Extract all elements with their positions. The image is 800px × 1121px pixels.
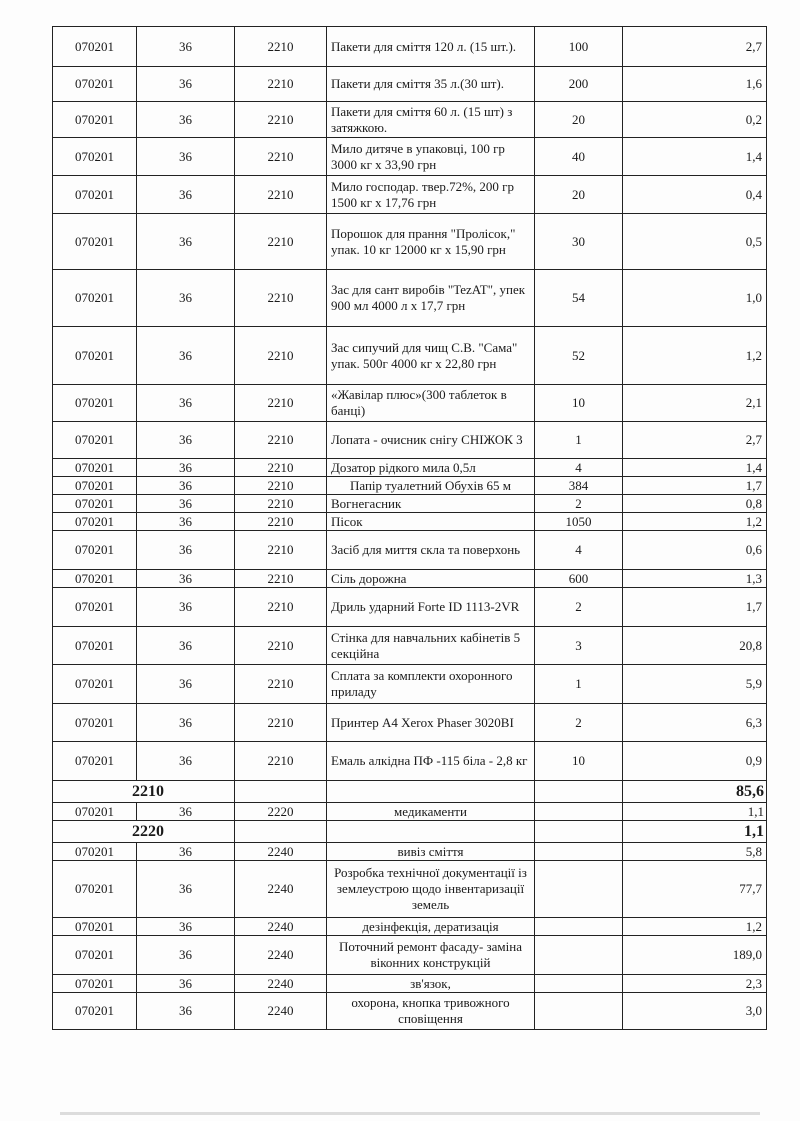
expense-code-cell: 2210 <box>235 327 327 385</box>
quantity-cell: 20 <box>535 102 623 138</box>
subtotal-amount: 1,1 <box>623 821 767 843</box>
department-code-cell: 36 <box>137 918 235 936</box>
amount-cell: 20,8 <box>623 627 767 665</box>
department-code-cell: 36 <box>137 477 235 495</box>
quantity-cell: 2 <box>535 588 623 627</box>
subtotal-label: 2210 <box>53 781 235 803</box>
table-row <box>53 270 767 327</box>
program-code-cell: 070201 <box>53 570 137 588</box>
department-code-cell: 36 <box>137 422 235 459</box>
table-row <box>53 975 767 993</box>
department-code-cell: 36 <box>137 843 235 861</box>
expense-code-cell: 2240 <box>235 843 327 861</box>
quantity-cell: 4 <box>535 459 623 477</box>
amount-cell: 0,4 <box>623 176 767 214</box>
department-code-cell: 36 <box>137 627 235 665</box>
amount-cell: 0,9 <box>623 742 767 781</box>
expense-code-cell: 2210 <box>235 214 327 270</box>
program-code-cell: 070201 <box>53 495 137 513</box>
expense-code-cell: 2210 <box>235 27 327 67</box>
amount-cell: 2,7 <box>623 27 767 67</box>
amount-cell: 1,2 <box>623 327 767 385</box>
program-code-cell: 070201 <box>53 843 137 861</box>
expense-code-cell: 2210 <box>235 176 327 214</box>
table-row <box>53 67 767 102</box>
table-row <box>53 704 767 742</box>
table-row <box>53 588 767 627</box>
program-code-cell: 070201 <box>53 270 137 327</box>
table-row <box>53 531 767 570</box>
amount-cell: 1,4 <box>623 459 767 477</box>
item-name-cell: Принтер А4 Xerox Phaser 3020BI <box>327 704 535 742</box>
quantity-cell <box>535 918 623 936</box>
table-row <box>53 570 767 588</box>
department-code-cell: 36 <box>137 138 235 176</box>
department-code-cell: 36 <box>137 704 235 742</box>
amount-cell: 1,2 <box>623 513 767 531</box>
department-code-cell: 36 <box>137 385 235 422</box>
quantity-cell <box>535 993 623 1030</box>
quantity-cell <box>535 861 623 918</box>
table-row <box>53 495 767 513</box>
department-code-cell: 36 <box>137 975 235 993</box>
quantity-cell: 2 <box>535 495 623 513</box>
table-row <box>53 385 767 422</box>
quantity-cell: 200 <box>535 67 623 102</box>
quantity-cell <box>535 843 623 861</box>
amount-cell: 2,7 <box>623 422 767 459</box>
empty-cell <box>535 821 623 843</box>
item-name-cell: Сплата за комплекти охоронного приладу <box>327 665 535 704</box>
program-code-cell: 070201 <box>53 975 137 993</box>
program-code-cell: 070201 <box>53 459 137 477</box>
department-code-cell: 36 <box>137 570 235 588</box>
expense-code-cell: 2210 <box>235 477 327 495</box>
expense-code-cell: 2240 <box>235 936 327 975</box>
expense-code-cell: 2240 <box>235 993 327 1030</box>
quantity-cell: 10 <box>535 742 623 781</box>
item-name-cell: Зас сипучий для чищ С.В. "Сама" упак. 500г 4000 кг х 22,80 грн <box>327 327 535 385</box>
item-name-cell: охорона, кнопка тривожного сповіщення <box>327 993 535 1030</box>
program-code-cell: 070201 <box>53 936 137 975</box>
expense-code-cell: 2210 <box>235 459 327 477</box>
program-code-cell: 070201 <box>53 513 137 531</box>
table-row <box>53 176 767 214</box>
table-row <box>53 843 767 861</box>
quantity-cell: 1 <box>535 665 623 704</box>
program-code-cell: 070201 <box>53 477 137 495</box>
department-code-cell: 36 <box>137 936 235 975</box>
expense-code-cell: 2210 <box>235 665 327 704</box>
amount-cell: 5,8 <box>623 843 767 861</box>
department-code-cell: 36 <box>137 803 235 821</box>
item-name-cell: Дриль ударний Forte ID 1113-2VR <box>327 588 535 627</box>
amount-cell: 5,9 <box>623 665 767 704</box>
item-name-cell: Розробка технічної документації із землеустрою щодо інвентаризації земель <box>327 861 535 918</box>
table-row <box>53 138 767 176</box>
program-code-cell: 070201 <box>53 67 137 102</box>
department-code-cell: 36 <box>137 102 235 138</box>
expense-table-body <box>53 27 767 1030</box>
table-row <box>53 803 767 821</box>
expense-code-cell: 2210 <box>235 513 327 531</box>
item-name-cell: Стінка для навчальних кабінетів 5 секційна <box>327 627 535 665</box>
expense-code-cell: 2210 <box>235 422 327 459</box>
quantity-cell: 4 <box>535 531 623 570</box>
item-name-cell: вивіз сміття <box>327 843 535 861</box>
item-name-cell: Поточний ремонт фасаду- заміна віконних конструкцій <box>327 936 535 975</box>
expense-code-cell: 2240 <box>235 861 327 918</box>
item-name-cell: Мило господар. твер.72%, 200 гр 1500 кг х 17,76 грн <box>327 176 535 214</box>
amount-cell: 0,5 <box>623 214 767 270</box>
amount-cell: 1,6 <box>623 67 767 102</box>
table-row <box>53 102 767 138</box>
quantity-cell: 384 <box>535 477 623 495</box>
empty-cell <box>235 821 327 843</box>
amount-cell: 0,2 <box>623 102 767 138</box>
program-code-cell: 070201 <box>53 385 137 422</box>
quantity-cell: 20 <box>535 176 623 214</box>
quantity-cell: 600 <box>535 570 623 588</box>
item-name-cell: Мило дитяче в упаковці, 100 гр 3000 кг х 33,90 грн <box>327 138 535 176</box>
table-row <box>53 477 767 495</box>
quantity-cell: 3 <box>535 627 623 665</box>
amount-cell: 0,8 <box>623 495 767 513</box>
quantity-cell: 1 <box>535 422 623 459</box>
subtotal-row <box>53 781 767 803</box>
program-code-cell: 070201 <box>53 627 137 665</box>
quantity-cell <box>535 975 623 993</box>
item-name-cell: «Жавілар плюс»(300 таблеток в банці) <box>327 385 535 422</box>
department-code-cell: 36 <box>137 214 235 270</box>
item-name-cell: зв'язок, <box>327 975 535 993</box>
item-name-cell: Дозатор рідкого мила 0,5л <box>327 459 535 477</box>
expense-code-cell: 2240 <box>235 918 327 936</box>
table-row <box>53 27 767 67</box>
quantity-cell: 100 <box>535 27 623 67</box>
expense-code-cell: 2210 <box>235 704 327 742</box>
expense-code-cell: 2210 <box>235 570 327 588</box>
expense-code-cell: 2220 <box>235 803 327 821</box>
item-name-cell: Пакети для сміття 35 л.(30 шт). <box>327 67 535 102</box>
program-code-cell: 070201 <box>53 422 137 459</box>
program-code-cell: 070201 <box>53 138 137 176</box>
table-row <box>53 742 767 781</box>
subtotal-amount: 85,6 <box>623 781 767 803</box>
quantity-cell: 10 <box>535 385 623 422</box>
amount-cell: 3,0 <box>623 993 767 1030</box>
department-code-cell: 36 <box>137 993 235 1030</box>
quantity-cell: 2 <box>535 704 623 742</box>
table-row <box>53 327 767 385</box>
quantity-cell <box>535 803 623 821</box>
amount-cell: 77,7 <box>623 861 767 918</box>
amount-cell: 2,1 <box>623 385 767 422</box>
expense-code-cell: 2210 <box>235 102 327 138</box>
expense-code-cell: 2210 <box>235 138 327 176</box>
amount-cell: 0,6 <box>623 531 767 570</box>
item-name-cell: Пакети для сміття 120 л. (15 шт.). <box>327 27 535 67</box>
item-name-cell: Сіль дорожна <box>327 570 535 588</box>
department-code-cell: 36 <box>137 495 235 513</box>
table-row <box>53 214 767 270</box>
department-code-cell: 36 <box>137 327 235 385</box>
table-row <box>53 918 767 936</box>
subtotal-row <box>53 821 767 843</box>
item-name-cell: Пакети для сміття 60 л. (15 шт) з затяжкою. <box>327 102 535 138</box>
program-code-cell: 070201 <box>53 27 137 67</box>
item-name-cell: дезінфекція, дератизація <box>327 918 535 936</box>
program-code-cell: 070201 <box>53 176 137 214</box>
quantity-cell: 30 <box>535 214 623 270</box>
department-code-cell: 36 <box>137 176 235 214</box>
quantity-cell <box>535 936 623 975</box>
table-row <box>53 861 767 918</box>
empty-cell <box>327 781 535 803</box>
amount-cell: 189,0 <box>623 936 767 975</box>
department-code-cell: 36 <box>137 742 235 781</box>
program-code-cell: 070201 <box>53 327 137 385</box>
department-code-cell: 36 <box>137 588 235 627</box>
program-code-cell: 070201 <box>53 531 137 570</box>
program-code-cell: 070201 <box>53 214 137 270</box>
item-name-cell: Порошок для прання "Пролісок," упак. 10 кг 12000 кг х 15,90 грн <box>327 214 535 270</box>
table-row <box>53 513 767 531</box>
program-code-cell: 070201 <box>53 861 137 918</box>
department-code-cell: 36 <box>137 513 235 531</box>
amount-cell: 6,3 <box>623 704 767 742</box>
table-row <box>53 627 767 665</box>
item-name-cell: Пісок <box>327 513 535 531</box>
quantity-cell: 1050 <box>535 513 623 531</box>
item-name-cell: Зас для сант виробів "TezAT", упек 900 мл 4000 л х 17,7 грн <box>327 270 535 327</box>
expense-code-cell: 2210 <box>235 67 327 102</box>
department-code-cell: 36 <box>137 67 235 102</box>
table-row <box>53 993 767 1030</box>
table-row <box>53 665 767 704</box>
expense-table <box>52 26 767 1030</box>
empty-cell <box>535 781 623 803</box>
program-code-cell: 070201 <box>53 742 137 781</box>
table-row <box>53 459 767 477</box>
program-code-cell: 070201 <box>53 993 137 1030</box>
quantity-cell: 52 <box>535 327 623 385</box>
department-code-cell: 36 <box>137 27 235 67</box>
item-name-cell: медикаменти <box>327 803 535 821</box>
empty-cell <box>327 821 535 843</box>
program-code-cell: 070201 <box>53 588 137 627</box>
expense-code-cell: 2210 <box>235 495 327 513</box>
department-code-cell: 36 <box>137 861 235 918</box>
department-code-cell: 36 <box>137 270 235 327</box>
expense-code-cell: 2210 <box>235 531 327 570</box>
amount-cell: 1,7 <box>623 477 767 495</box>
amount-cell: 1,3 <box>623 570 767 588</box>
item-name-cell: Лопата - очисник снігу СНІЖОК 3 <box>327 422 535 459</box>
expense-code-cell: 2210 <box>235 588 327 627</box>
expense-code-cell: 2210 <box>235 742 327 781</box>
quantity-cell: 40 <box>535 138 623 176</box>
amount-cell: 1,7 <box>623 588 767 627</box>
quantity-cell: 54 <box>535 270 623 327</box>
item-name-cell: Папір туалетний Обухів 65 м <box>327 477 535 495</box>
table-row <box>53 422 767 459</box>
expense-code-cell: 2210 <box>235 385 327 422</box>
expense-code-cell: 2240 <box>235 975 327 993</box>
program-code-cell: 070201 <box>53 803 137 821</box>
expense-code-cell: 2210 <box>235 627 327 665</box>
department-code-cell: 36 <box>137 665 235 704</box>
item-name-cell: Емаль алкідна ПФ -115 біла - 2,8 кг <box>327 742 535 781</box>
program-code-cell: 070201 <box>53 704 137 742</box>
amount-cell: 1,2 <box>623 918 767 936</box>
item-name-cell: Засіб для миття скла та поверхонь <box>327 531 535 570</box>
department-code-cell: 36 <box>137 459 235 477</box>
table-row <box>53 936 767 975</box>
item-name-cell: Вогнегасник <box>327 495 535 513</box>
department-code-cell: 36 <box>137 531 235 570</box>
expense-code-cell: 2210 <box>235 270 327 327</box>
amount-cell: 1,0 <box>623 270 767 327</box>
program-code-cell: 070201 <box>53 665 137 704</box>
subtotal-label: 2220 <box>53 821 235 843</box>
empty-cell <box>235 781 327 803</box>
program-code-cell: 070201 <box>53 102 137 138</box>
amount-cell: 1,1 <box>623 803 767 821</box>
amount-cell: 1,4 <box>623 138 767 176</box>
amount-cell: 2,3 <box>623 975 767 993</box>
scan-smudge <box>60 1112 760 1115</box>
program-code-cell: 070201 <box>53 918 137 936</box>
